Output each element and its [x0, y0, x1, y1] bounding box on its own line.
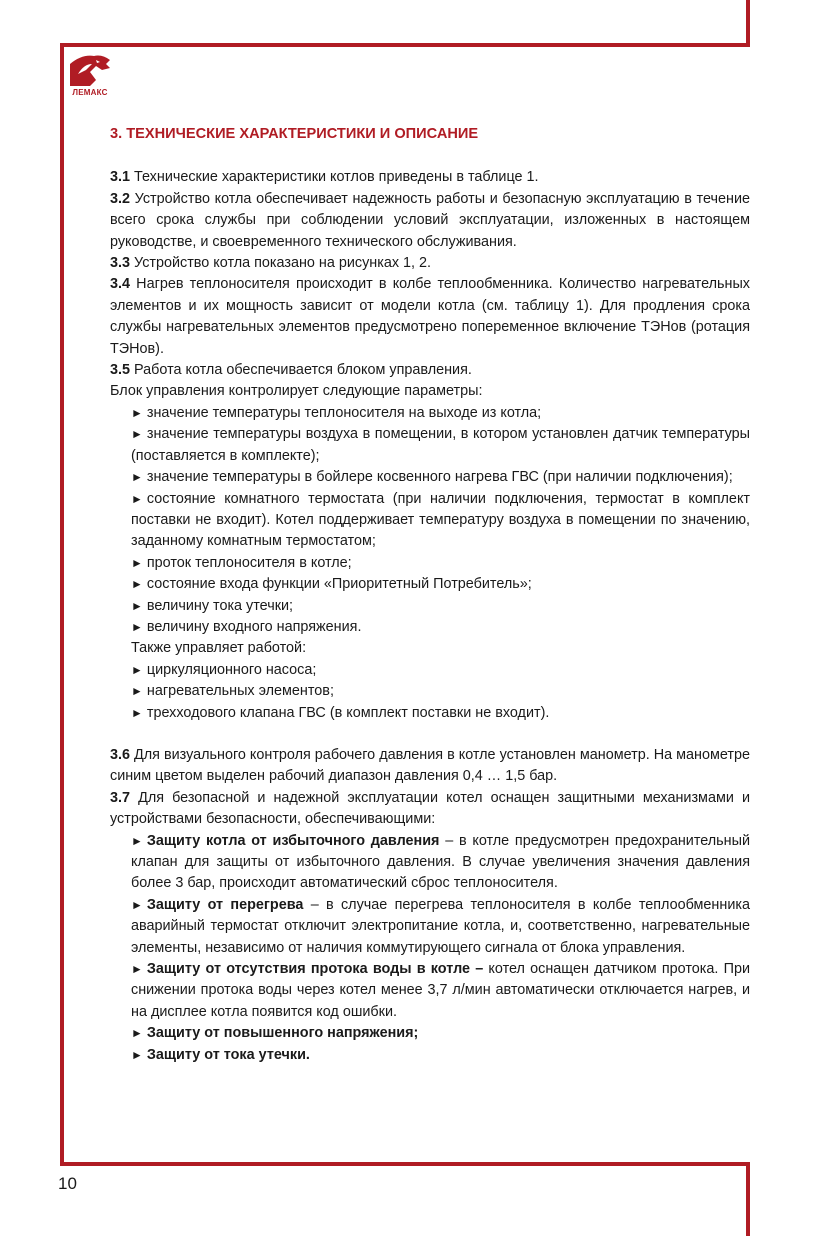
paragraph-3-3: 3.3 Устройство котла показано на рисунках 1, 2. — [110, 255, 432, 272]
bullet-arrow-icon: ► — [131, 962, 143, 977]
safety-item: ► Защиту от отсутствия протока воды в котле – котел оснащен датчиком протока. При снижении протока воды через котел менее 3,7 л/мин автоматически отключается нагрев, и на дисплее котла появится код ошибки. — [131, 961, 750, 1020]
paragraph-3-2: 3.2 Устройство котла обеспечивает надежность работы и безопасную эксплуатацию в течение всего срока службы при соблюдении условий эксплуатации, изложенных в настоящем руководстве, и своевременного технического обслуживания. — [110, 190, 750, 250]
paragraph-number: 3.2 — [110, 190, 131, 207]
list-item: ► состояние входа функции «Приоритетный Потребитель»; — [131, 576, 532, 593]
list-item: ► величину тока утечки; — [131, 597, 294, 614]
bullet-arrow-icon: ► — [131, 577, 143, 592]
bullet-arrow-icon: ► — [131, 833, 143, 848]
horse-logo-icon — [66, 52, 114, 88]
paragraph-3-4: 3.4 Нагрев теплоносителя происходит в колбе теплообменника. Количество нагревательных элементов и их мощность зависит от модели котла (см. таблицу 1). Для продления срока службы нагревательных элементов предусмотрено попеременное включение ТЭНов (ротация ТЭНов). — [110, 276, 750, 357]
brand-logo — [66, 52, 114, 96]
safety-item: ► Защиту от перегрева – в случае перегрева теплоносителя в колбе теплообменника аварийный термостат отключит электропитание котла, и, соответственно, нагревательные элементы, независимо от наличия коммутирующего сигнала от блока управления. — [131, 896, 750, 956]
list-item: ► состояние комнатного термостата (при наличии подключения, термостат в комплект поставки не входит). Котел поддерживает температуру воздуха в помещении по значению, заданному комнатным термостатом; — [131, 490, 750, 550]
safety-item: ► Защиту от тока утечки. — [131, 1046, 310, 1063]
bullet-arrow-icon: ► — [131, 491, 143, 506]
frame-top-right-tab — [746, 0, 750, 47]
page-content — [110, 124, 750, 1066]
list-item: ► величину входного напряжения. — [131, 618, 362, 635]
bullet-arrow-icon: ► — [131, 470, 143, 485]
paragraph-number: 3.5 — [110, 362, 131, 379]
manage-intro: Также управляет работой: — [131, 640, 307, 657]
paragraph-3-6: 3.6 Для визуального контроля рабочего давления в котле установлен манометр. На манометре синим цветом выделен рабочий диапазон давления 0,4 … 1,5 бар. — [110, 746, 750, 785]
paragraph-number: 3.3 — [110, 255, 131, 272]
bullet-arrow-icon: ► — [131, 684, 143, 699]
bullet-arrow-icon: ► — [131, 662, 143, 677]
bullet-arrow-icon: ► — [131, 1047, 143, 1062]
bullet-arrow-icon: ► — [131, 897, 143, 912]
spacer — [110, 724, 750, 745]
bullet-arrow-icon: ► — [131, 405, 143, 420]
paragraph-number: 3.6 — [110, 746, 131, 763]
paragraph-3-7: 3.7 Для безопасной и надежной эксплуатации котел оснащен защитными механизмами и устройствами безопасности, обеспечивающими: — [110, 789, 750, 828]
control-intro: Блок управления контролирует следующие параметры: — [110, 383, 483, 400]
list-item: ► значение температуры теплоносителя на выходе из котла; — [131, 404, 542, 421]
page-number: 10 — [58, 1174, 77, 1193]
paragraph-3-1: 3.1 Технические характеристики котлов приведены в таблице 1. — [110, 169, 539, 186]
paragraph-3-5: 3.5 Работа котла обеспечивается блоком управления. — [110, 362, 472, 379]
brand-name: ЛЕМАКС — [72, 88, 108, 97]
section-title: 3. ТЕХНИЧЕСКИЕ ХАРАКТЕРИСТИКИ И ОПИСАНИЕ — [110, 126, 479, 142]
bullet-arrow-icon: ► — [131, 705, 143, 720]
frame-top-line — [60, 43, 750, 47]
frame-bottom-line — [60, 1162, 750, 1166]
frame-bottom-right-tab — [746, 1162, 750, 1236]
list-item: ► значение температуры в бойлере косвенного нагрева ГВС (при наличии подключения); — [131, 469, 733, 486]
paragraph-number: 3.1 — [110, 169, 131, 186]
bullet-arrow-icon: ► — [131, 619, 143, 634]
bullet-arrow-icon: ► — [131, 555, 143, 570]
list-item: ► проток теплоносителя в котле; — [131, 554, 352, 571]
safety-item: ► Защиту от повышенного напряжения; — [131, 1025, 419, 1042]
list-item: ► нагревательных элементов; — [131, 683, 334, 700]
bullet-arrow-icon: ► — [131, 598, 143, 613]
bullet-arrow-icon: ► — [131, 1026, 143, 1041]
list-item: ► циркуляционного насоса; — [131, 661, 317, 678]
safety-item: ► Защиту котла от избыточного давления – в котле предусмотрен предохранительный клапан для защиты от избыточного давления. В случае увеличения значения давления более 3 бар, происходит автоматический сброс теплоносителя. — [131, 832, 750, 892]
list-item: ► значение температуры воздуха в помещении, в котором установлен датчик температуры (поставляется в комплекте); — [131, 426, 750, 464]
frame-left-line — [60, 43, 64, 1166]
paragraph-number: 3.4 — [110, 276, 131, 293]
bullet-arrow-icon: ► — [131, 427, 143, 442]
list-item: ► трехходового клапана ГВС (в комплект поставки не входит). — [131, 704, 550, 721]
paragraph-number: 3.7 — [110, 789, 131, 806]
